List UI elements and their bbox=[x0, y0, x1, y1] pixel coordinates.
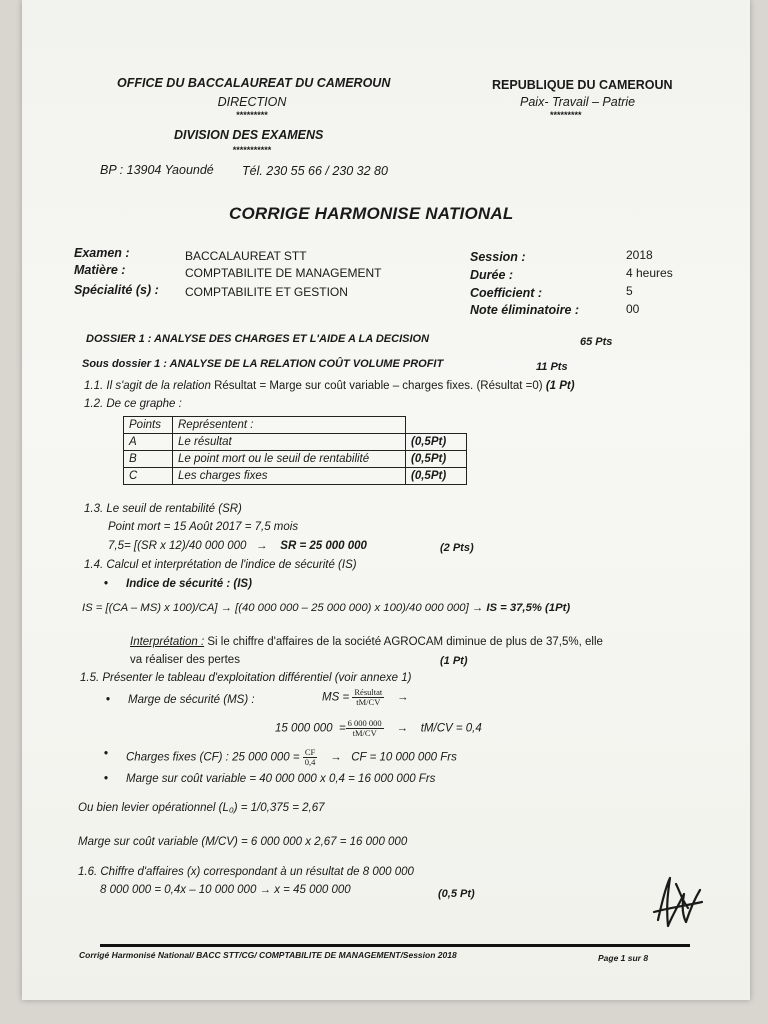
table-cell: Le point mort ou le seuil de rentabilité bbox=[173, 451, 406, 468]
table-header-cell bbox=[406, 417, 467, 434]
ms-lhs: MS = bbox=[322, 691, 350, 704]
interpretation-text-2: va réaliser des pertes bbox=[130, 654, 240, 666]
table-cell: A bbox=[124, 434, 173, 451]
table-header-cell: Représentent : bbox=[173, 417, 406, 434]
q11-condition: (Résultat =0) bbox=[476, 380, 543, 392]
q13-line-1: Point mort = 15 Août 2017 = 7,5 mois bbox=[108, 521, 299, 533]
cf-result: CF = 10 000 000 Frs bbox=[351, 751, 457, 764]
interpretation-text: Si le chiffre d'affaires de la société AGROCAM diminue de plus de 37,5%, elle bbox=[207, 636, 603, 648]
arrow-icon: → bbox=[330, 751, 342, 764]
stars-divider: ********* bbox=[236, 110, 268, 120]
ms-fraction: $\frac{\text{Résultat}}{tM/CV}$ bbox=[354, 687, 383, 707]
republic-name: REPUBLIQUE DU CAMEROUN bbox=[492, 78, 673, 92]
coefficient-label: Coefficient : bbox=[470, 286, 542, 300]
q13-line-2 bbox=[108, 540, 367, 552]
table-row bbox=[124, 434, 467, 451]
q13-result: SR = 25 000 000 bbox=[280, 540, 367, 552]
q16-equation: 8 000 000 = 0,4x – 10 000 000 → x = 45 000 000 bbox=[100, 884, 351, 896]
q11-points: (1 Pt) bbox=[545, 380, 575, 392]
subdossier-points: 11 Pts bbox=[536, 361, 568, 373]
ms-formula bbox=[322, 688, 409, 707]
table-header-row bbox=[124, 417, 467, 434]
q14-points: (1 Pt) bbox=[440, 655, 468, 667]
fixed-charges bbox=[126, 748, 457, 767]
arrow-icon: → bbox=[397, 691, 409, 704]
cf-fraction: $\frac{CF}{0,4}$ bbox=[304, 747, 316, 767]
q14-interpretation bbox=[130, 636, 603, 648]
is-formula: IS = [(CA – MS) x 100)/CA] → [(40 000 000 – 25 000 000) x 100)/40 000 000] → bbox=[82, 602, 484, 614]
direction-label: DIRECTION bbox=[217, 95, 287, 109]
points-table bbox=[123, 416, 467, 485]
q13-equation: 7,5= [(SR x 12)/40 000 000 bbox=[108, 540, 247, 552]
table-cell: B bbox=[124, 451, 173, 468]
table-cell: (0,5Pt) bbox=[406, 451, 467, 468]
document-page bbox=[22, 0, 750, 1000]
question-1-1 bbox=[84, 380, 575, 392]
ms-label: • Marge de sécurité (MS) : bbox=[128, 694, 255, 706]
signature-icon bbox=[648, 872, 708, 934]
dossier-title: DOSSIER 1 : ANALYSE DES CHARGES ET L'AIDE A LA DECISION bbox=[86, 333, 430, 345]
table-cell: (0,5Pt) bbox=[406, 468, 467, 485]
operating-leverage: Ou bien levier opérationnel (L₀) = 1/0,375 = 2,67 bbox=[78, 802, 325, 814]
dossier-points: 65 Pts bbox=[580, 336, 613, 348]
q14-formula bbox=[82, 602, 570, 614]
coefficient-value: 5 bbox=[626, 284, 633, 298]
table-row bbox=[124, 451, 467, 468]
stars-divider: *********** bbox=[232, 145, 272, 155]
exam-value: BACCALAUREAT STT bbox=[185, 249, 307, 263]
elimination-label: Note éliminatoire : bbox=[470, 303, 580, 317]
footer-text: Corrigé Harmonisé National/ BACC STT/CG/ COMPTABILITE DE MANAGEMENT/Session 2018 bbox=[79, 950, 457, 960]
ms-eq-fraction: $\frac{6 000 000}{tM/CV}$ bbox=[347, 718, 382, 738]
session-label: Session : bbox=[470, 250, 526, 264]
interpretation-label: Interprétation : bbox=[130, 636, 205, 648]
question-1-2: 1.2. De ce graphe : bbox=[84, 398, 182, 410]
table-row bbox=[124, 468, 467, 485]
subject-label: Matière : bbox=[74, 263, 126, 277]
national-motto: Paix- Travail – Patrie bbox=[520, 95, 636, 109]
document-title: CORRIGE HARMONISE NATIONAL bbox=[229, 204, 514, 223]
q11-lead: 1.1. Il s'agit de la relation bbox=[84, 380, 211, 392]
ms-equation: 15 000 000 = $\frac{6 000 000}{tM/CV}$ → tM/CV = 0,4 bbox=[275, 718, 482, 738]
specialty-label: Spécialité (s) : bbox=[74, 283, 159, 297]
arrow-icon: → bbox=[396, 722, 408, 735]
page-number: Page 1 sur 8 bbox=[598, 953, 649, 963]
table-cell: C bbox=[124, 468, 173, 485]
rate-result: tM/CV = 0,4 bbox=[420, 722, 482, 735]
subject-value: COMPTABILITE DE MANAGEMENT bbox=[185, 266, 382, 280]
q16-points: (0,5 Pt) bbox=[438, 888, 475, 900]
arrow-icon: → bbox=[256, 540, 268, 552]
q11-formula: Résultat = Marge sur coût variable – charges fixes. bbox=[214, 380, 474, 392]
question-1-3: 1.3. Le seuil de rentabilité (SR) bbox=[84, 503, 242, 515]
office-name: OFFICE DU BACCALAUREAT DU CAMEROUN bbox=[117, 76, 391, 90]
session-value: 2018 bbox=[626, 248, 653, 262]
postal-box: BP : 13904 Yaoundé bbox=[100, 163, 214, 177]
duration-value: 4 heures bbox=[626, 266, 673, 280]
question-1-5: 1.5. Présenter le tableau d'exploitation différentiel (voir annexe 1) bbox=[80, 672, 412, 684]
q13-points: (2 Pts) bbox=[440, 542, 474, 554]
cf-equation: Charges fixes (CF) : 25 000 000 = bbox=[126, 751, 300, 764]
variable-margin: • Marge sur coût variable = 40 000 000 x 0,4 = 16 000 000 Frs bbox=[126, 773, 435, 785]
exam-label: Examen : bbox=[74, 246, 130, 260]
ms-value: 15 000 000 bbox=[275, 722, 333, 735]
table-cell: Le résultat bbox=[173, 434, 406, 451]
division-name: DIVISION DES EXAMENS bbox=[174, 128, 324, 142]
stars-divider: ********* bbox=[550, 110, 582, 120]
q14-bullet: • Indice de sécurité : (IS) bbox=[126, 578, 252, 590]
duration-label: Durée : bbox=[470, 268, 514, 282]
table-header-cell: Points bbox=[124, 417, 173, 434]
variable-margin-2: Marge sur coût variable (M/CV) = 6 000 000 x 2,67 = 16 000 000 bbox=[78, 836, 408, 848]
table-cell: (0,5Pt) bbox=[406, 434, 467, 451]
question-1-4: 1.4. Calcul et interprétation de l'indice de sécurité (IS) bbox=[84, 559, 357, 571]
specialty-value: COMPTABILITE ET GESTION bbox=[185, 285, 348, 299]
footer-rule bbox=[100, 944, 690, 947]
subdossier-title: Sous dossier 1 : ANALYSE DE LA RELATION COÛT VOLUME PROFIT bbox=[82, 358, 444, 370]
phone-numbers: Tél. 230 55 66 / 230 32 80 bbox=[242, 164, 388, 178]
table-cell: Les charges fixes bbox=[173, 468, 406, 485]
elimination-value: 00 bbox=[626, 302, 640, 316]
is-result: IS = 37,5% (1Pt) bbox=[486, 602, 571, 614]
question-1-6: 1.6. Chiffre d'affaires (x) correspondant à un résultat de 8 000 000 bbox=[78, 866, 414, 878]
